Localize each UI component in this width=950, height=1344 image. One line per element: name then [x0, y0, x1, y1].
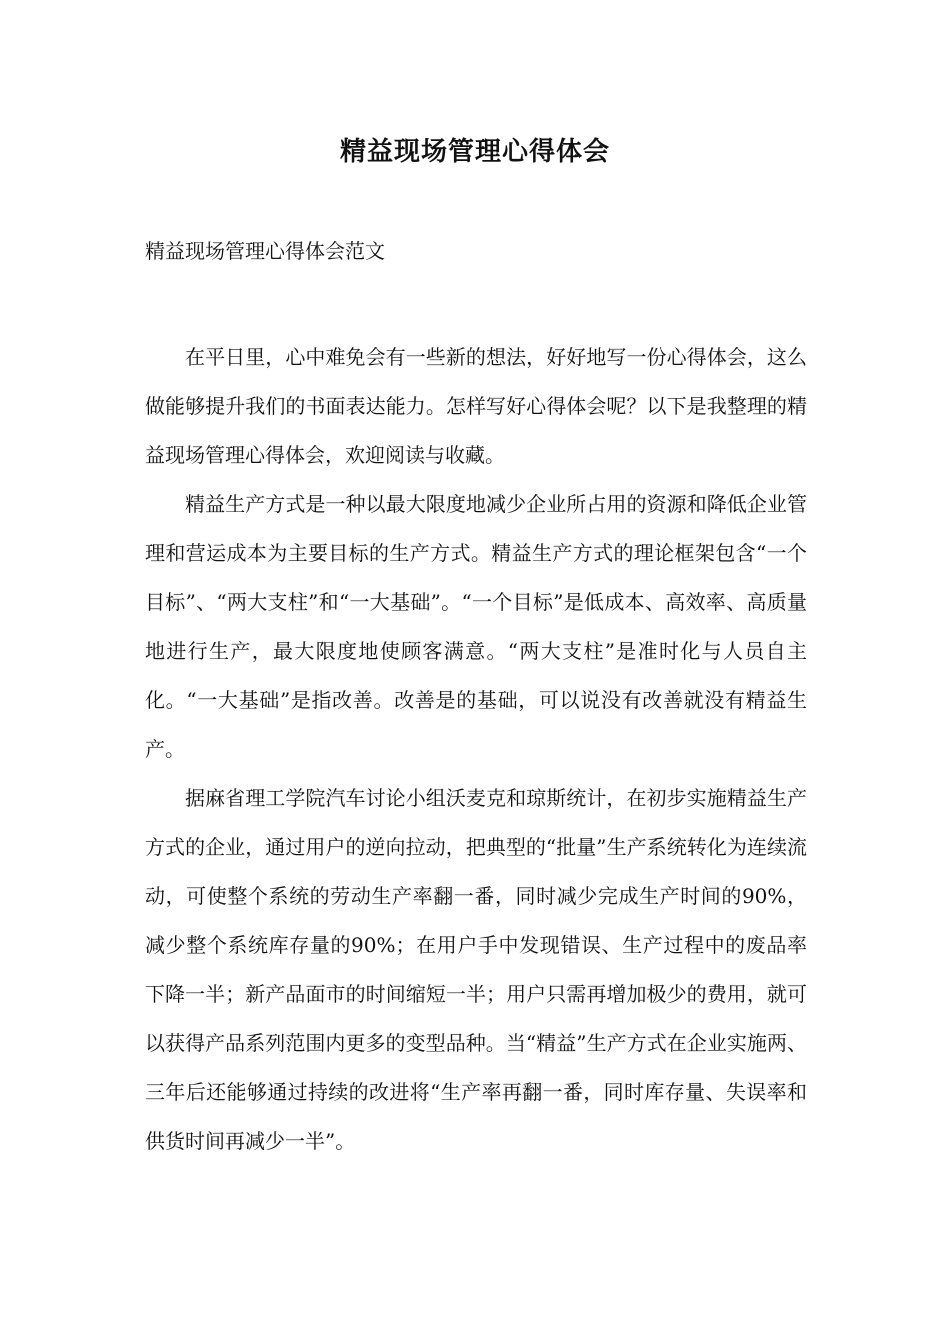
paragraph-lean-definition: 精益生产方式是一种以最大限度地减少企业所占用的资源和降低企业管理和营运成本为主要目标的生产方式。精益生产方式的理论框架包含“一个目标”、“两大支柱”和“一大基础”。“一个目标”是低成本、高效率、高质量地进行生产，最大限度地使顾客满意。“两大支柱”是准时化与人员自主化。“一大基础”是指改善。改善是的基础，可以说没有改善就没有精益生产。 — [145, 492, 807, 761]
document-subtitle: 精益现场管理心得体会范文 — [145, 239, 385, 263]
paragraph-intro: 在平日里，心中难免会有一些新的想法，好好地写一份心得体会，这么做能够提升我们的书面表达能力。怎样写好心得体会呢？以下是我整理的精益现场管理心得体会，欢迎阅读与收藏。 — [145, 345, 807, 467]
paragraph-mit-statistics: 据麻省理工学院汽车讨论小组沃麦克和琼斯统计，在初步实施精益生产方式的企业，通过用户的逆向拉动，把典型的“批量”生产系统转化为连续流动，可使整个系统的劳动生产率翻一番，同时减少完成生产时间的90%，减少整个系统库存量的90%；在用户手中发现错误、生产过程中的废品率下降一半；新产品面市的时间缩短一半；用户只需再增加极少的费用，就可以获得产品系列范围内更多的变型品种。当“精益”生产方式在企业实施两、三年后还能够通过持续的改进将“生产率再翻一番，同时库存量、失误率和供货时间再减少一半”。 — [145, 786, 807, 1153]
document-body — [145, 333, 807, 1166]
document-title: 精益现场管理心得体会 — [339, 137, 610, 167]
